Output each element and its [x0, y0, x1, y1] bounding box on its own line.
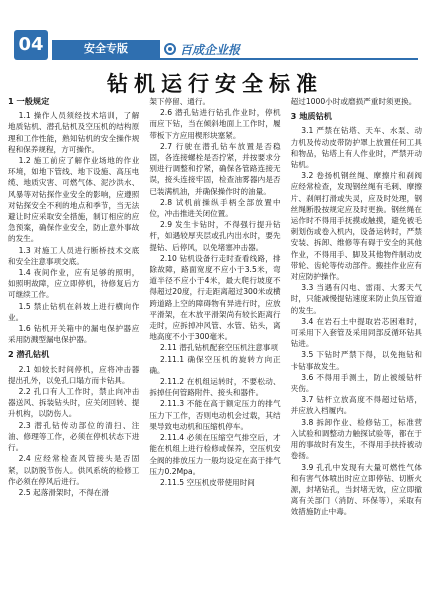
- paragraph: 2.4 应经常检查风管接头是否固紧，以防脱节伤人。供风系统的检修工作必须在停风后进行。: [8, 454, 140, 486]
- paragraph: 2.7 行驶在潜孔钻车放置是否稳固，各连接螺栓是否拧紧，并按要求分别进行调整和拧紧，确保各管路连接无误，接头连接牢固，检查油雾器内是否已装满机油，并确保操作时的油量。: [149, 141, 281, 196]
- paragraph: 2.9 发生卡钻时，不得强行提升钻杆，如遇较厚夹层或孔内出水时，要先提钻、后停风，以免堵塞冲击器。: [149, 220, 281, 252]
- header-divider: [52, 58, 418, 60]
- paragraph: 1.4 夜间作业，应有足够的照明，如照明故障，应立即停机，待修复后方可继续工作。: [8, 268, 140, 300]
- paragraph: 2.11.1 确保空压机的旋转方向正确。: [149, 354, 281, 375]
- paragraph: 架下停留、通行。: [149, 97, 211, 106]
- paragraph: 3.2 卷扬机钢丝绳、摩擦片和刹阀应经常检查，发现钢丝绳有毛刺、摩擦片、刹闸打滑或失灵，应及时处理，钢丝绳断股按规定应及时更换。钢丝绳在运作时不得用手抚摸或触摸，避免被毛刺划伤或卷入机内，设备运转时，严禁安装、拆卸、维修等有碍于安全的其他作业，不得用手、脚及其他物件制动皮带轮、齿轮等传动部件。搬挂作业应有对应防护操作。: [290, 171, 422, 282]
- paragraph: 1.5 禁止钻机在斜坡上进行横向作业。: [8, 301, 140, 322]
- brand-name: 百成企业报: [180, 42, 241, 57]
- paragraph: 3.1 严禁在钻塔、天车、水泵、动力机及传动皮带防护罩上放置任何工具和物品，钻塔上有人作业时，严禁开动钻机。: [290, 126, 422, 170]
- paragraph: 2.11.5 空压机皮带使用时间: [159, 477, 255, 487]
- section-heading: 1 一般规定: [8, 96, 50, 106]
- paragraph: 2.3 潜孔钻传动部位的清扫、注油、修理等工作，必须在停机状态下进行。: [8, 420, 140, 453]
- paragraph: 超过1000小时或磨损严重时须更换。: [290, 97, 417, 106]
- paragraph: 2.1 如较长时间停机，应将冲击器提出孔外，以免孔口塌方而卡钻具。: [8, 364, 140, 385]
- paragraph: 2.2 孔口有人工作时，禁止向冲击器送风、拆装钻头时，应关闭回转、提升机构，以防伤人。: [8, 387, 140, 419]
- paragraph: 2.11.4 必须在压缩空气排空后，才能在机组上进行检修或保养，空压机安全阀的排放压力一般均设定在高于排气压力0.2Mpa。: [149, 433, 281, 476]
- paragraph: 1.1 操作人员须经技术培训，了解地质钻机、潜孔钻机及空压机的结构原理和工作性能，熟知钻机的安全操作规程和保养规程，方可操作。: [8, 111, 140, 154]
- paragraph: 3.3 当遇有闪电、雷雨、大雾天气时，只能减慢提钻速度来防止负压管道的发生。: [290, 283, 422, 315]
- paragraph: 2.5 起落滑架时，不得在滑: [18, 487, 110, 497]
- column-2: [149, 96, 280, 592]
- paragraph: 1.2 施工前应了解作业场地的作业环境，如地下管线、地下设施、高压电缆、地质灾害、可燃气体、泥沙洪水、风暴等对钻探作业安全的影响，应遵照对钻探安全不利的地点和季节，当无法避让时应采取安全措施，制订相应的应急预案，确保作业安全，防止意外事故的发生。: [8, 156, 140, 244]
- section-heading: 2 潜孔钻机: [8, 349, 50, 360]
- paragraph: 3.8 拆卸作业、检修钻工，标准营入试验和调整动力触探试验等，都在于用的事故时有发生，不得用手扶持被动卷扬。: [290, 417, 422, 461]
- page-header: [0, 0, 430, 62]
- paragraph: 2.6 潜孔钻进行钻孔作业时，停机而应下钻，当在倾斜地面上工作时，履带板下方应用楔形块塞紧。: [149, 108, 281, 140]
- brand-logo: [164, 40, 240, 58]
- paragraph: 2.10 钻机设备行走时查看线路，排除故障，路面宽度不应小于3.5米，弯道半径不应小于4米，最大爬行坡度不得超过20度，行走距离超过300米或横跨道路上空的障碍物有异进行时，应放平滑架，在木放平滑架尚有较长距离行走时，应拆掉冲风管、水管、钻头，离地高度不小于300毫米。: [149, 253, 281, 342]
- paragraph: 3.6 不得用手测土，防止被缓钻杆夹伤。: [290, 372, 422, 394]
- paragraph: 3.7 钻杆立放高度不得超过钻塔，并应放入档履内。: [290, 395, 422, 416]
- article-title: 钻机运行安全标准: [107, 71, 323, 96]
- paragraph: 3.4 在岩石土中提取岩芯困难时，可采用下入套管及采用同部反循环钻具钻进。: [290, 316, 422, 349]
- brand-icon: [164, 43, 176, 55]
- paragraph: 3.5 下钻时严禁下得，以免拖钻和卡钻事故发生。: [290, 350, 422, 371]
- paragraph: 3.9 孔孔中发现有大量可燃性气体和有害气体喷出时应立即停钻、切断火源，封堵钻孔，当封堵无效，应立即撤离有关部门（消防、环保等），采取有效措施防止中毒。: [290, 462, 422, 517]
- column-1: [8, 96, 139, 592]
- paragraph: 2.8 试机前操纵手柄全部放置中位，冲击推进关闭位置。: [149, 197, 281, 219]
- paragraph: 1.6 钻机开关箱中的漏电保护器应采用防溅型漏电保护器。: [8, 324, 140, 345]
- paragraph: 2.11.2 在机组运转时，不要松动、拆掉任何管路附件、接头和器件。: [149, 377, 281, 398]
- section-label: 安全专版: [52, 40, 160, 58]
- paragraph: 2.11 潜孔钻机配套空压机注意事项: [159, 343, 278, 353]
- column-3: [291, 96, 422, 592]
- paragraph: 1.3 对施工人员进行断桥技术交底和安全注意事项交底。: [8, 245, 140, 266]
- page-number: 04: [14, 30, 48, 60]
- section-heading: 3 地质钻机: [290, 111, 332, 122]
- paragraph: 2.11.3 不能在高于额定压力的排气压力下工作，否则电动机会过载，其结果导致电动机和压缩机停车。: [149, 399, 281, 431]
- article-body: [8, 96, 422, 592]
